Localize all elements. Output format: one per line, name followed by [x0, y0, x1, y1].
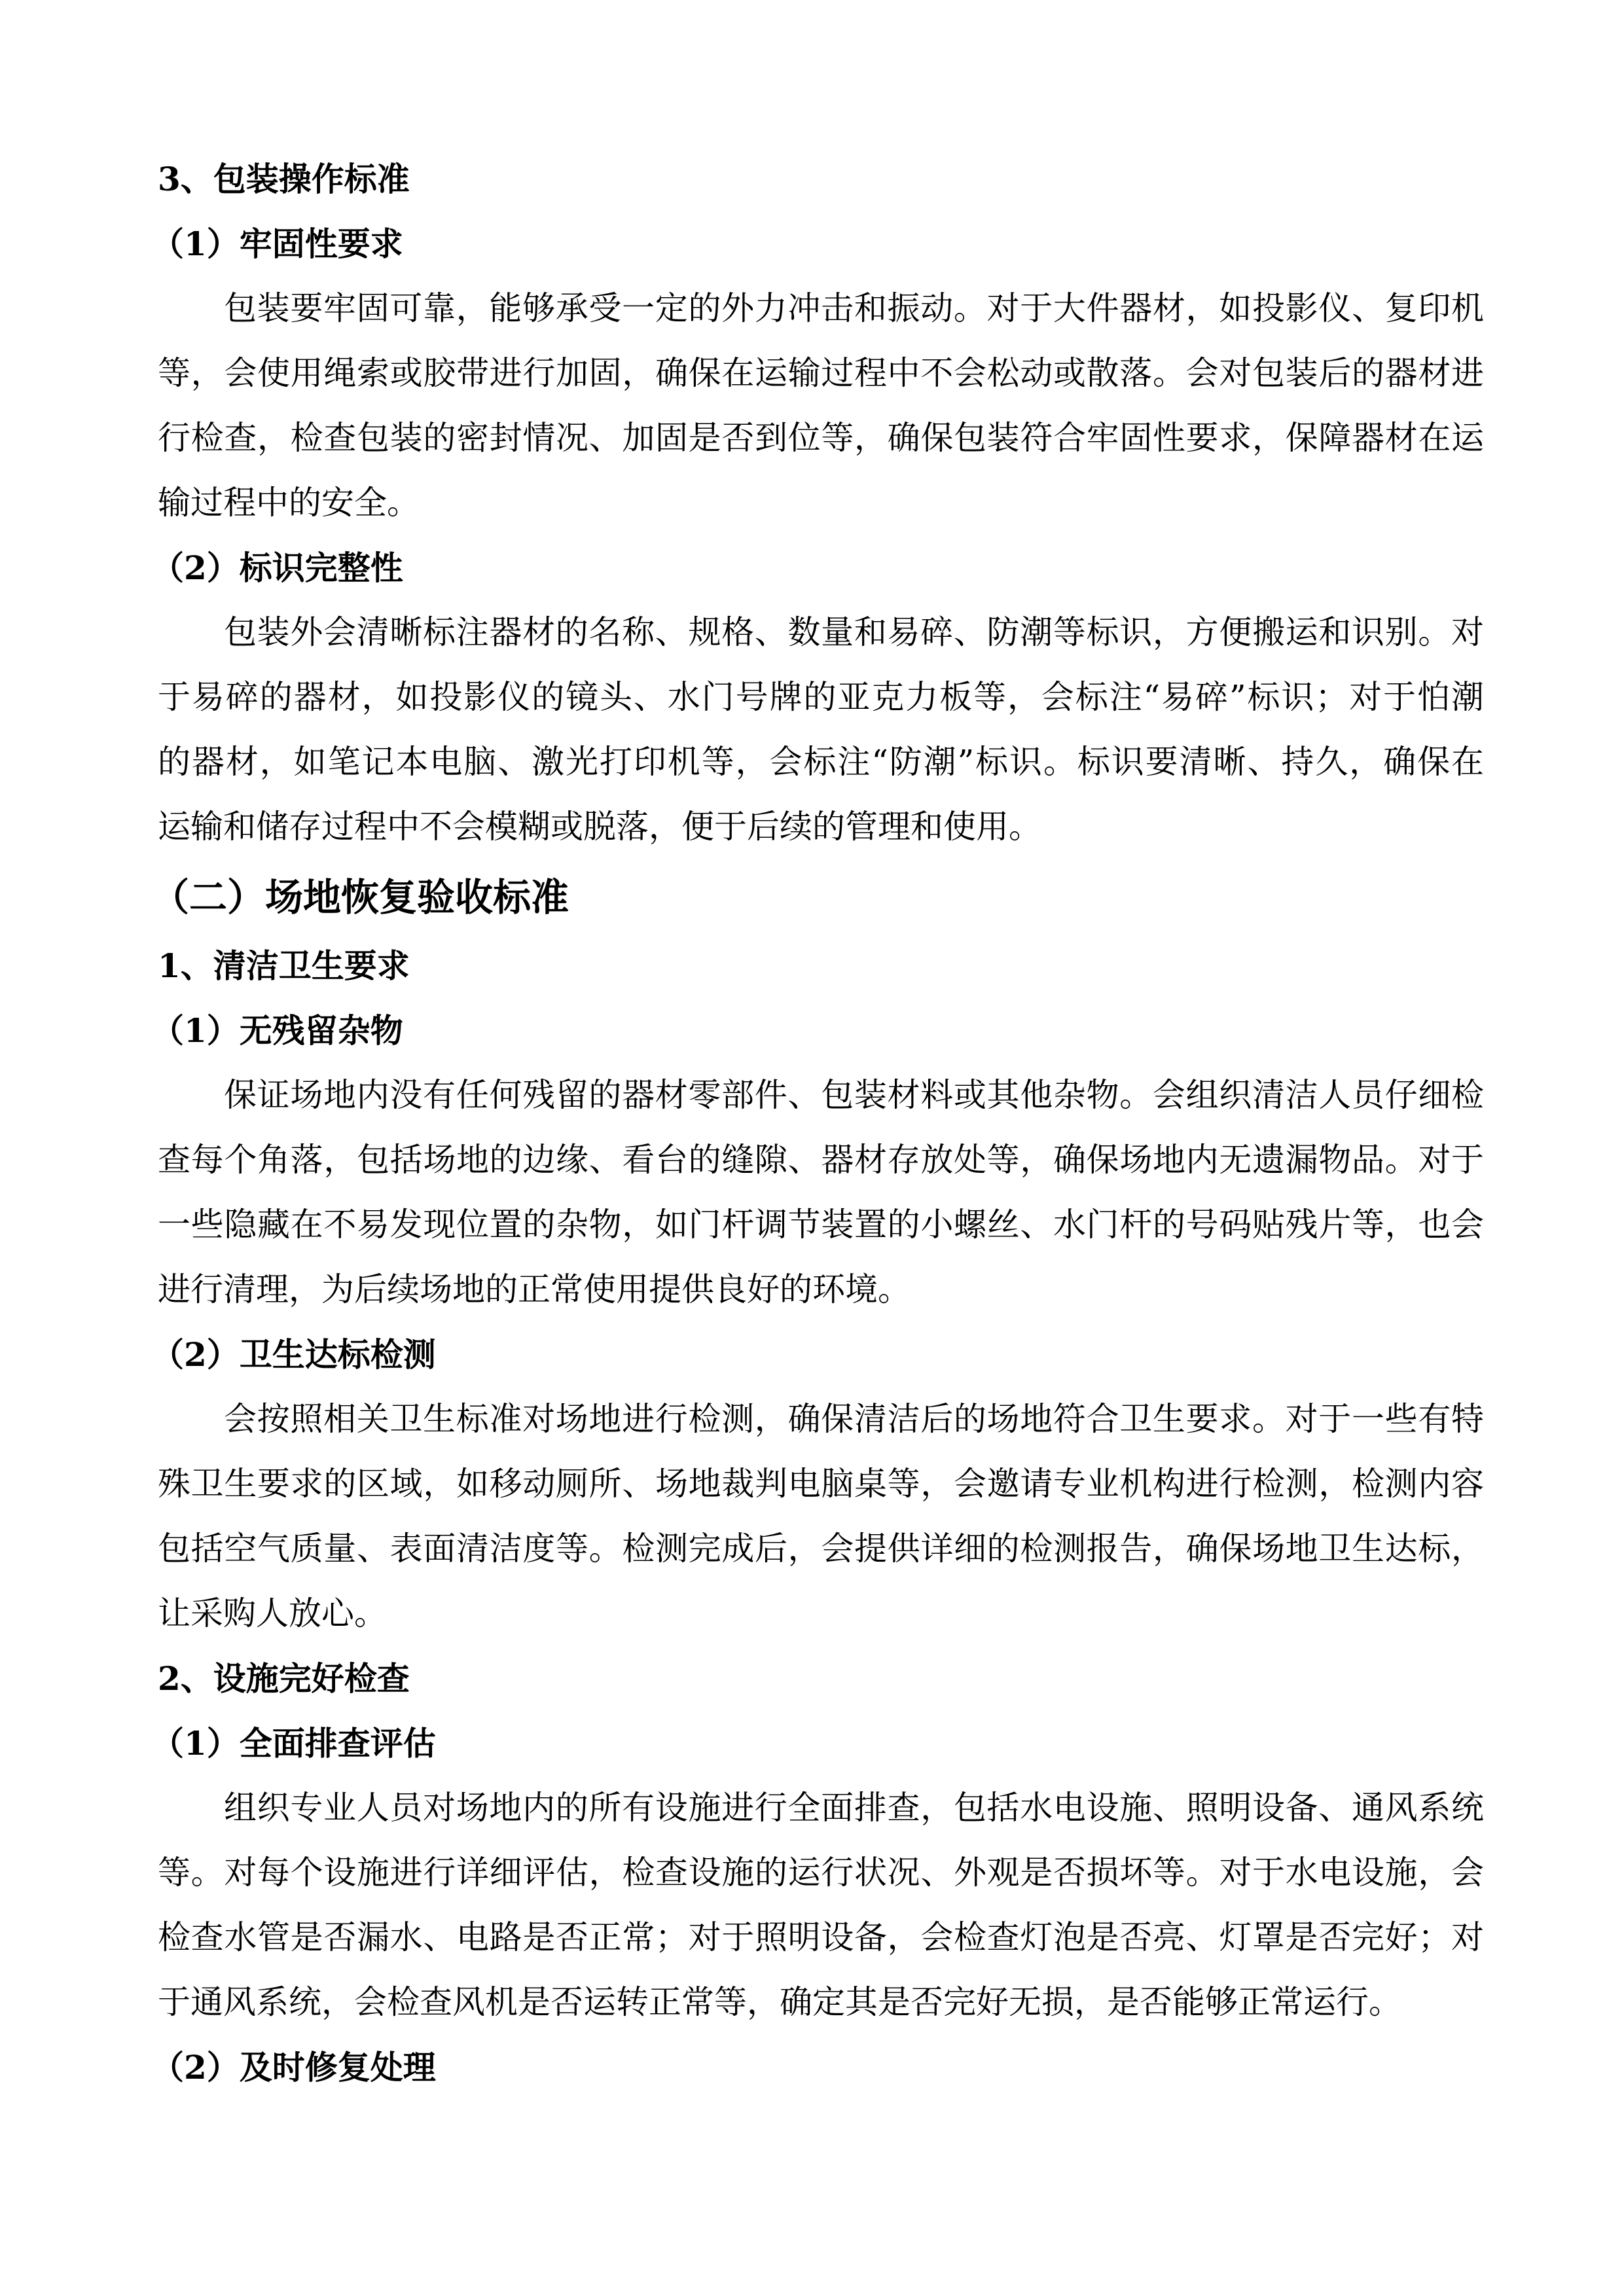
- subsection-heading: 2、设施完好检查: [158, 1659, 410, 1698]
- item-heading: （1）全面排查评估: [151, 1724, 436, 1763]
- paragraph-line: 于易碎的器材，如投影仪的镜头、水门号牌的亚克力板等，会标注“易碎”标识；对于怕潮: [158, 678, 1484, 716]
- subsection-heading: 1、清洁卫生要求: [158, 946, 410, 985]
- paragraph-line: 行检查，检查包装的密封情况、加固是否到位等，确保包装符合牢固性要求，保障器材在运: [158, 419, 1484, 457]
- item-heading: （1）牢固性要求: [151, 224, 403, 263]
- paragraph-line: 保证场地内没有任何残留的器材零部件、包装材料或其他杂物。会组织清洁人员仔细检: [224, 1076, 1484, 1114]
- body-paragraph: [158, 600, 1484, 859]
- body-paragraph: [158, 1063, 1484, 1322]
- paragraph-line: 一些隐藏在不易发现位置的杂物，如门杆调节装置的小螺丝、水门杆的号码贴残片等，也会: [158, 1206, 1484, 1244]
- paragraph-line: 组织专业人员对场地内的所有设施进行全面排查，包括水电设施、照明设备、通风系统: [224, 1789, 1484, 1827]
- paragraph-line: 于通风系统，会检查风机是否运转正常等，确定其是否完好无损，是否能够正常运行。: [158, 1983, 1401, 2021]
- document-page: [151, 147, 1484, 2100]
- paragraph-line: 等。对每个设施进行详细评估，检查设施的运行状况、外观是否损坏等。对于水电设施，会: [158, 1854, 1484, 1892]
- item-heading: （2）标识完整性: [151, 548, 403, 587]
- paragraph-line: 包装要牢固可靠，能够承受一定的外力冲击和振动。对于大件器材，如投影仪、复印机: [224, 289, 1484, 327]
- body-paragraph: [158, 1387, 1484, 1646]
- subsection-heading: 3、包装操作标准: [158, 160, 410, 198]
- paragraph-line: 运输和储存过程中不会模糊或脱落，便于后续的管理和使用。: [158, 808, 1041, 846]
- item-heading: （2）及时修复处理: [151, 2048, 436, 2087]
- paragraph-line: 查每个角落，包括场地的边缘、看台的缝隙、器材存放处等，确保场地内无遗漏物品。对于: [158, 1141, 1484, 1179]
- paragraph-line: 包装外会清晰标注器材的名称、规格、数量和易碎、防潮等标识，方便搬运和识别。对: [224, 613, 1484, 651]
- body-paragraph: [158, 1776, 1484, 2035]
- section-heading: （二）场地恢复验收标准: [151, 875, 569, 920]
- paragraph-line: 包括空气质量、表面清洁度等。检测完成后，会提供详细的检测报告，确保场地卫生达标，: [158, 1530, 1484, 1568]
- paragraph-line: 让采购人放心。: [158, 1594, 387, 1632]
- item-heading: （2）卫生达标检测: [151, 1335, 436, 1374]
- item-heading: （1）无残留杂物: [151, 1011, 403, 1050]
- paragraph-line: 进行清理，为后续场地的正常使用提供良好的环境。: [158, 1270, 911, 1308]
- body-paragraph: [158, 276, 1484, 535]
- paragraph-line: 等，会使用绳索或胶带进行加固，确保在运输过程中不会松动或散落。会对包装后的器材进: [158, 354, 1484, 392]
- paragraph-line: 输过程中的安全。: [158, 484, 420, 522]
- paragraph-line: 检查水管是否漏水、电路是否正常；对于照明设备，会检查灯泡是否亮、灯罩是否完好；对: [158, 1918, 1484, 1956]
- paragraph-line: 的器材，如笔记本电脑、激光打印机等，会标注“防潮”标识。标识要清晰、持久，确保在: [158, 743, 1484, 781]
- paragraph-line: 会按照相关卫生标准对场地进行检测，确保清洁后的场地符合卫生要求。对于一些有特: [224, 1400, 1484, 1438]
- paragraph-line: 殊卫生要求的区域，如移动厕所、场地裁判电脑桌等，会邀请专业机构进行检测，检测内容: [158, 1465, 1484, 1503]
